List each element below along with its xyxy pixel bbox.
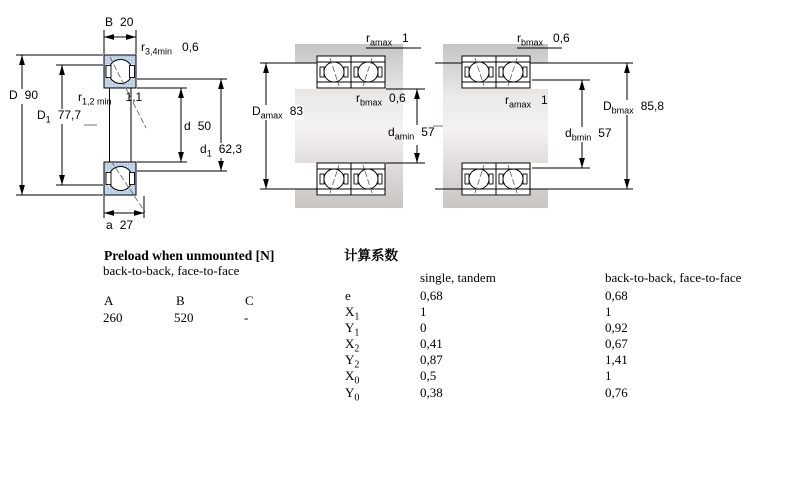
dim-label-Damax: $D_{amax}$ 83: [252, 104, 304, 121]
factor-row-btb: 0,76: [605, 385, 628, 400]
factor-row-btb: 1,41: [605, 352, 628, 367]
dim-label-d: d 50: [184, 119, 212, 133]
factor-row-btb: 1: [605, 368, 612, 383]
factor-row-label: e: [345, 288, 351, 303]
factor-row-single: 0,38: [420, 385, 443, 400]
preload-subtitle: back-to-back, face-to-face: [103, 263, 240, 278]
factor-row-label: $Y_2$: [345, 352, 360, 371]
factor-row-btb: 0,92: [605, 320, 628, 335]
dim-label-rbmax-top: $r_{bmax}$ 0,6: [517, 31, 570, 48]
dim-label-damin: $d_{amin}$ 57: [388, 125, 435, 142]
factor-row-single: 1: [420, 304, 427, 319]
factor-row-btb: 0,67: [605, 336, 628, 351]
dim-label-dbmin: $d_{bmin}$ 57: [565, 126, 612, 143]
factor-row-single: 0,5: [420, 368, 437, 383]
dim-label-r12min: $r_{1,2 min}$ 1,1: [78, 90, 143, 107]
factors-title: 计算系数: [344, 248, 398, 263]
dim-label-d1: $d_1$ 62,3: [200, 142, 243, 159]
factor-row-label: $X_1$: [345, 304, 360, 323]
dim-label-B: B 20: [105, 15, 134, 29]
factors-col2-header: back-to-back, face-to-face: [605, 270, 742, 285]
factor-row-single: 0,87: [420, 352, 443, 367]
factor-row-label: $Y_1$: [345, 320, 360, 339]
factors-col1-header: single, tandem: [420, 270, 496, 285]
preload-col-a: A: [104, 293, 114, 308]
factor-row-single: 0: [420, 320, 427, 335]
preload-col-b: B: [176, 293, 185, 308]
factor-row-label: $X_0$: [345, 368, 360, 387]
factor-row-single: 0,41: [420, 336, 443, 351]
factor-row-label: $X_2$: [345, 336, 360, 355]
preload-value-c: -: [244, 310, 249, 325]
dim-label-rbmax-mid: $r_{bmax}$ 0,6: [356, 91, 406, 108]
factor-row-btb: 0,68: [605, 288, 628, 303]
factor-row-single: 0,68: [420, 288, 443, 303]
dim-label-a: a 27: [106, 218, 134, 232]
preload-value-b: 520: [174, 310, 194, 325]
dim-label-Dbmax: $D_{bmax}$ 85,8: [603, 99, 665, 116]
dim-label-ramax-top: $r_{amax}$ 1: [366, 31, 409, 48]
factor-row-label: $Y_0$: [345, 385, 360, 404]
dim-label-D: D 90: [8, 89, 39, 104]
preload-title: Preload when unmounted [N]: [104, 248, 275, 263]
preload-col-c: C: [245, 293, 254, 308]
dim-label-D1: $D_1$ 77,7: [37, 108, 82, 125]
dim-label-r34min: $r_{3,4min}$ 0,6: [141, 40, 199, 57]
preload-value-a: 260: [103, 310, 123, 325]
dim-label-ramax-mid: $r_{amax}$ 1: [505, 93, 548, 110]
factor-row-btb: 1: [605, 304, 612, 319]
